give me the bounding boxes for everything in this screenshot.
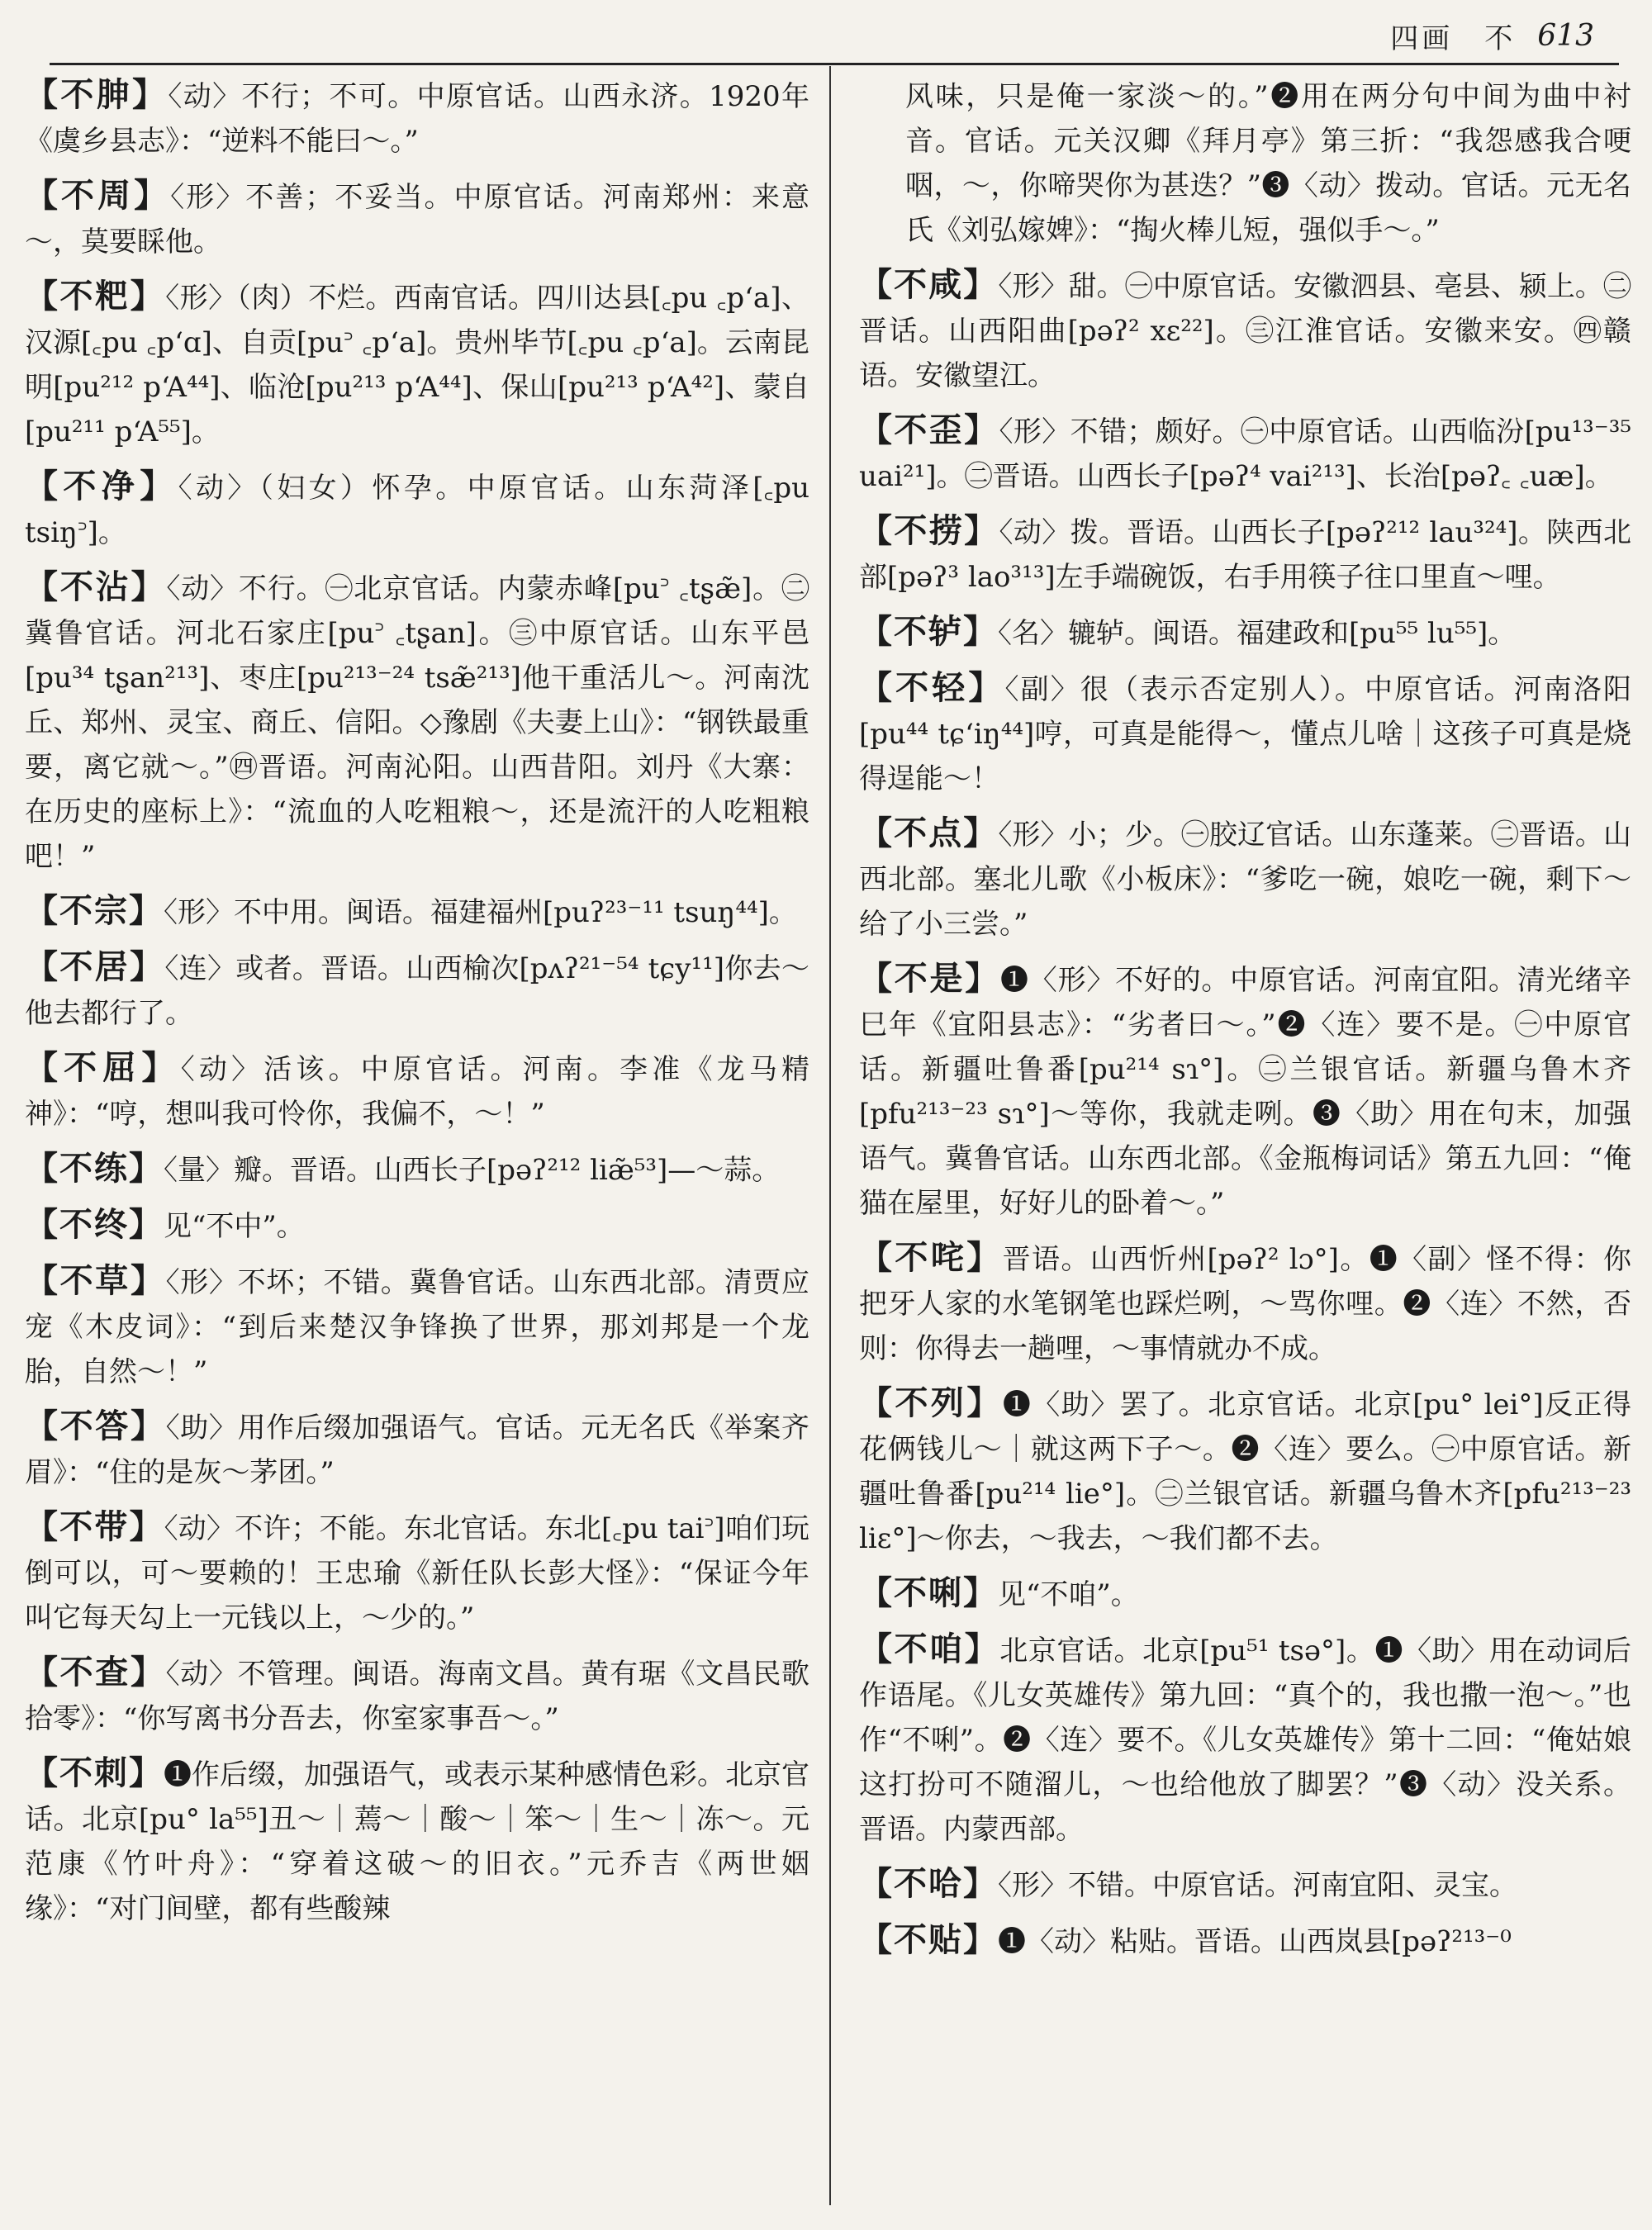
entry-headword: 【不咱】 <box>859 1630 1000 1668</box>
entry-headword: 【不捞】 <box>859 511 999 550</box>
dictionary-entry-continued <box>859 73 1631 253</box>
dictionary-entry <box>859 811 1631 947</box>
entry-headword: 【不歪】 <box>859 410 999 449</box>
dictionary-entry <box>859 509 1631 600</box>
entry-definition: 〈形〉不善；不妥当。中原官话。河南郑州：来意～，莫要睬他。 <box>25 181 809 259</box>
entry-definition: 〈副〉很（表示否定别人）。中原官话。河南洛阳[pu⁴⁴ tɕʻiŋ⁴⁴]哼，可真是能得～，懂点儿啥｜这孩子可真是烧得逞能～！ <box>859 673 1631 795</box>
entry-definition: 〈动〉不许；不能。东北官话。东北[꜀pu tai꜄]咱们玩倒可以，可～要赖的！王忠瑜《新任队长彭大怪》：“保证今年叫它每天勾上一元钱以上，～少的。” <box>25 1512 809 1635</box>
dictionary-entry <box>859 1381 1631 1561</box>
dictionary-entry <box>25 464 809 555</box>
left-column <box>25 73 809 2213</box>
entry-definition: ❶〈动〉粘贴。晋语。山西岚县[pəʔ²¹³⁻⁰ <box>998 1925 1512 1958</box>
entry-headword: 【不刺】 <box>25 1753 164 1792</box>
entry-headword: 【不轳】 <box>859 612 998 651</box>
dictionary-entry <box>25 1505 809 1640</box>
dictionary-entry <box>859 1627 1631 1852</box>
entry-headword: 【不练】 <box>25 1149 164 1188</box>
entry-headword: 【不咸】 <box>859 265 999 304</box>
dictionary-entry <box>25 173 809 264</box>
dictionary-entry <box>859 263 1631 398</box>
entry-headword: 【不宗】 <box>25 891 164 930</box>
entry-headword: 【不带】 <box>25 1507 164 1546</box>
entry-headword: 【不列】 <box>859 1383 1003 1422</box>
entry-definition: 见“不咱”。 <box>998 1578 1139 1611</box>
entry-definition: 〈形〉甜。㊀中原官话。安徽泗县、亳县、颍上。㊁晋话。山西阳曲[pəʔ² xɛ²²]。㊂江淮官话。安徽来安。㊃赣语。安徽望江。 <box>859 270 1631 392</box>
entry-definition: 〈形〉不错；颇好。㊀中原官话。山西临汾[pu¹³⁻³⁵ uai²¹]。㊁晋语。山西长子[pəʔ⁴ vai²¹³]、长治[pəʔ꜀ ꜀uæ]。 <box>859 415 1631 493</box>
dictionary-entry <box>25 1203 809 1249</box>
dictionary-entry <box>25 889 809 935</box>
entry-definition: 〈动〉拨。晋语。山西长子[pəʔ²¹² lau³²⁴]。陕西北部[pəʔ³ lao³¹³]左手端碗饭，右手用筷子往口里直～哩。 <box>859 516 1631 594</box>
entry-headword: 【不净】 <box>25 467 178 505</box>
entry-definition: ❶作后缀，加强语气，或表示某种感情色彩。北京官话。北京[pu° la⁵⁵]丑～｜蔫～｜酸～｜笨～｜生～｜冻～。元范康《竹叶舟》：“穿着这破～的旧衣。”元乔吉《两世姻缘》：“对门间壁，都有些酸辣 <box>25 1758 809 1925</box>
dictionary-entry <box>859 1236 1631 1371</box>
entry-headword: 【不点】 <box>859 814 999 852</box>
section-title: 四画 不 <box>1390 21 1517 55</box>
dictionary-entry <box>25 1404 809 1495</box>
dictionary-entry <box>25 1146 809 1193</box>
entry-headword: 【不答】 <box>25 1407 166 1445</box>
entry-definition: 〈动〉（妇女）怀孕。中原官话。山东菏泽[꜀pu tsiŋ꜄]。 <box>25 472 809 549</box>
column-divider <box>829 66 831 2205</box>
entry-definition: 〈名〉辘轳。闽语。福建政和[pu⁵⁵ lu⁵⁵]。 <box>998 617 1517 650</box>
entry-definition: 晋语。山西忻州[pəʔ² lɔ°]。❶〈副〉怪不得：你把牙人家的水笔钢笔也踩烂咧，～骂你哩。❷〈连〉不然，否则：你得去一趟哩，～事情就办不成。 <box>859 1243 1631 1365</box>
entry-headword: 【不哈】 <box>859 1864 998 1903</box>
dictionary-entry <box>859 666 1631 801</box>
dictionary-entry <box>859 610 1631 656</box>
dictionary-entry <box>25 1046 809 1136</box>
entry-definition: 风味，只是俺一家淡～的。”❷用在两分句中间为曲中衬音。官话。元关汉卿《拜月亭》第三折：“我怨感我合哽咽，～，你啼哭你为甚迭？”❸〈动〉拨动。官话。元无名氏《刘弘嫁婢》：“掏火棒儿短，强似手～。” <box>905 80 1631 247</box>
entry-definition: 〈动〉不管理。闽语。海南文昌。黄有琚《文昌民歌拾零》：“你写离书分吾去，你室家事吾～。” <box>25 1658 809 1735</box>
entry-definition: 北京官话。北京[pu⁵¹ tsə°]。❶〈助〉用在动词后作语尾。《儿女英雄传》第九回：“真个的，我也撒一泡～。”也作“不唎”。❷〈连〉要不。《儿女英雄传》第十二回：“俺姑娘这打扮可不随溜儿，～也给他放了脚罢？”❸〈动〉没关系。晋语。内蒙西部。 <box>859 1635 1631 1846</box>
dictionary-entry <box>859 1571 1631 1617</box>
entry-headword: 【不唎】 <box>859 1573 998 1612</box>
entry-definition: 〈形〉不坏；不错。冀鲁官话。山东西北部。清贾应宠《木皮词》：“到后来楚汉争锋换了世界，那刘邦是一个龙胎，自然～！” <box>25 1266 809 1388</box>
entry-definition: ❶〈助〉罢了。北京官话。北京[pu° lei°]反正得花俩钱儿～｜就这两下子～。❷〈连〉要么。㊀中原官话。新疆吐鲁番[pu²¹⁴ lie°]。㊁兰银官话。新疆乌鲁木齐[pfu²¹³⁻²³ liɛ°]～你去，～我去，～我们都不去。 <box>859 1388 1631 1555</box>
page-number: 613 <box>1537 18 1594 53</box>
entry-definition: 〈动〉不行。㊀北京官话。内蒙赤峰[pu꜄ ꜀tʂæ̃]。㊁冀鲁官话。河北石家庄[pu꜄ ꜀tʂan]。㊂中原官话。山东平邑[pu³⁴ tʂan²¹³]、枣庄[pu²¹³⁻²⁴ tsæ̃²¹³]他干重活儿～。河南沈丘、郑州、灵宝、商丘、信阳。◇豫剧《夫妻上山》：“钢铁最重要，离它就～。”㊃晋语。河南沁阳。山西昔阳。刘丹《大寨：在历史的座标上》：“流血的人吃粗粮～，还是流汗的人吃粗粮吧！” <box>25 572 809 873</box>
dictionary-entry <box>859 1862 1631 1908</box>
entry-headword: 【不草】 <box>25 1261 166 1300</box>
entry-definition: 〈动〉不行；不可。中原官话。山西永济。1920年《虞乡县志》：“逆料不能曰～。” <box>25 80 809 158</box>
dictionary-entry <box>25 565 809 879</box>
entry-definition: 〈量〉瓣。晋语。山西长子[pəʔ²¹² liæ̃⁵³]—～蒜。 <box>164 1154 781 1187</box>
entry-definition: 〈形〉不错。中原官话。河南宜阳、灵宝。 <box>998 1869 1517 1902</box>
dictionary-entry <box>859 408 1631 499</box>
dictionary-entry <box>859 956 1631 1226</box>
entry-definition: 〈动〉活该。中原官话。河南。李准《龙马精神》：“哼，想叫我可怜你，我偏不，～！” <box>25 1053 809 1131</box>
right-column <box>859 73 1631 2213</box>
header-rule <box>50 63 1619 65</box>
page-header <box>50 15 1594 56</box>
dictionary-entry <box>25 945 809 1036</box>
entry-headword: 【不贴】 <box>859 1920 998 1959</box>
entry-headword: 【不是】 <box>859 959 1001 998</box>
dictionary-entry <box>25 73 809 164</box>
entry-definition: ❶〈形〉不好的。中原官话。河南宜阳。清光绪辛巳年《宜阳县志》：“劣者曰～。”❷〈连〉要不是。㊀中原官话。新疆吐鲁番[pu²¹⁴ sɿ°]。㊁兰银官话。新疆乌鲁木齐[pfu²¹³⁻²³ sɿ°]～等你，我就走咧。❸〈助〉用在句末，加强语气。冀鲁官话。山东西北部。《金瓶梅词话》第五九回：“俺猫在屋里，好好儿的卧着～。” <box>859 964 1631 1220</box>
dictionary-entry <box>25 1650 809 1741</box>
entry-headword: 【不粑】 <box>25 277 166 316</box>
entry-headword: 【不周】 <box>25 176 171 215</box>
entry-headword: 【不咤】 <box>859 1238 1003 1277</box>
entry-definition: 〈形〉（肉）不烂。西南官话。四川达县[꜀pu ꜀pʻa]、汉源[꜀pu ꜀pʻɑ]、自贡[pu꜄ ꜀pʻa]。贵州毕节[꜀pu ꜀pʻa]。云南昆明[pu²¹² pʻA⁴⁴]、临沧[pu²¹³ pʻA⁴⁴]、保山[pu²¹³ pʻA⁴²]、蒙自[pu²¹¹ pʻA⁵⁵]。 <box>25 282 809 448</box>
entry-headword: 【不屈】 <box>25 1048 181 1087</box>
entry-headword: 【不居】 <box>25 947 165 986</box>
entry-definition: 〈形〉小；少。㊀胶辽官话。山东蓬莱。㊁晋语。山西北部。塞北儿歌《小板床》：“爹吃一碗，娘吃一碗，剩下～给了小三尝。” <box>859 818 1631 941</box>
entry-headword: 【不轻】 <box>859 668 1005 707</box>
dictionary-entry <box>25 274 809 454</box>
entry-headword: 【不沾】 <box>25 567 167 606</box>
entry-headword: 【不终】 <box>25 1205 164 1244</box>
dictionary-entry <box>25 1751 809 1931</box>
dictionary-entry <box>859 1918 1631 1964</box>
dictionary-entry <box>25 1259 809 1394</box>
entry-definition: 〈助〉用作后缀加强语气。官话。元无名氏《举案齐眉》：“住的是灰～茅团。” <box>25 1412 809 1489</box>
entry-definition: 〈连〉或者。晋语。山西榆次[pʌʔ²¹⁻⁵⁴ tɕy¹¹]你去～他去都行了。 <box>25 952 809 1030</box>
entry-definition: 见“不中”。 <box>164 1210 305 1243</box>
entry-headword: 【不查】 <box>25 1653 166 1691</box>
entry-headword: 【不胂】 <box>25 75 169 114</box>
entry-definition: 〈形〉不中用。闽语。福建福州[puʔ²³⁻¹¹ tsuŋ⁴⁴]。 <box>164 896 797 929</box>
